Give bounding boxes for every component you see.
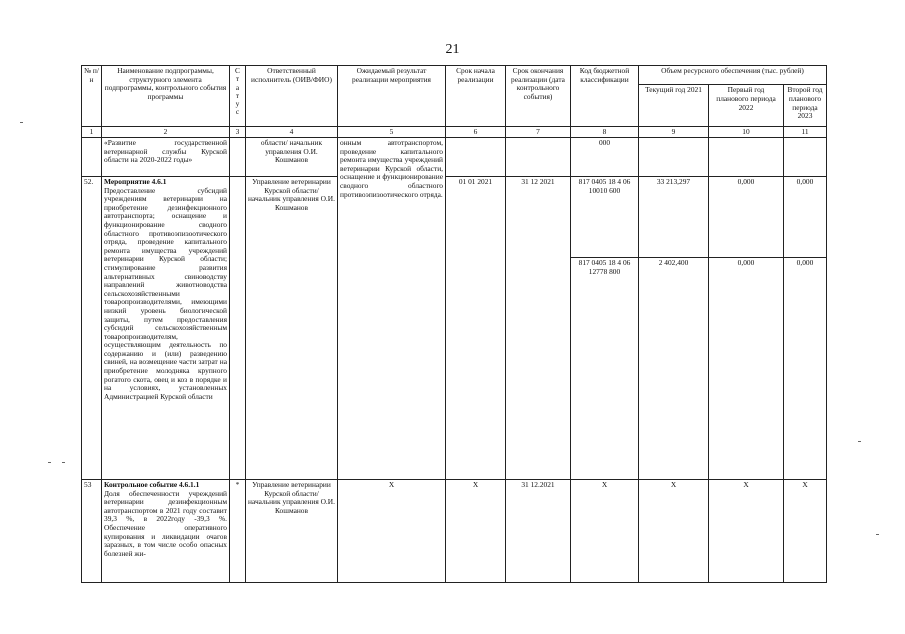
header-name: Наименование подпрограммы, структурного элемента подпрограммы, контрольного события программы: [102, 66, 230, 127]
scan-speck: [20, 122, 23, 123]
row-status: [230, 138, 246, 177]
status-letter: т: [235, 74, 240, 84]
event-title: Мероприятие 4.6.1: [104, 177, 167, 186]
header-current-year: Текущий год 2021: [639, 85, 709, 127]
header-first-year: Первый год планового периода 2022: [709, 85, 784, 127]
scan-speck: [48, 462, 51, 463]
row-start: [446, 138, 506, 177]
scan-speck: [62, 462, 65, 463]
scan-speck: [858, 441, 861, 442]
row-name: «Развитие государственной ветеринарной службы Курской области на 2020-2022 годы»: [102, 138, 230, 177]
column-number: 10: [709, 127, 784, 138]
row-first-year: [709, 138, 784, 177]
header-second-year: Второй год планового периода 2023: [784, 85, 827, 127]
row-name: [102, 177, 230, 480]
event-title: Контрольное событие 4.6.1.1: [104, 480, 200, 489]
row-current-year: Х: [639, 480, 709, 583]
row-end: 31 12 2021: [506, 177, 571, 480]
row-no: 53: [82, 480, 102, 583]
row-budget: 817 0405 18 4 06 12778 800: [571, 258, 639, 480]
event-description: Доля обеспеченности учреждений ветеринарии дезинфекционным автотранспортом в 2021 году составит 39,3 %, в 2022году -39,3 %. Обеспечение оперативного купирования и ликвидации очагов заразных, в том числе особо опасных болезней жи-: [104, 488, 227, 558]
status-letter: у: [235, 99, 240, 109]
header-result: Ожидаемый результат реализации мероприятия: [338, 66, 446, 127]
row-second-year: 0,000: [784, 177, 827, 258]
row-first-year: 0,000: [709, 177, 784, 258]
page-number: 21: [445, 42, 460, 57]
column-number: 3: [230, 127, 246, 138]
status-letter: С: [235, 66, 240, 75]
row-second-year: Х: [784, 480, 827, 583]
column-number: 7: [506, 127, 571, 138]
row-no: [82, 138, 102, 177]
table-row: [82, 480, 827, 583]
row-no: 52.: [82, 177, 102, 480]
row-budget: 000: [571, 138, 639, 177]
column-number: 2: [102, 127, 230, 138]
header-no: № п/н: [82, 66, 102, 127]
event-description: Предоставление субсидий учреждениям ветеринарии на приобретение дезинфекционного автотранспорта; оснащение и функционирование сводного областного противоэпизоотического отряда, проведение капитального ремонта имущества учреждений ветеринарии Курской области; стимулирование развития альтернативных свиноводству направлений животноводства сельскохозяйственными товаропроизводителями, имеющими низкий уровень биологической защиты, путем предоставления субсидий сельскохозяйственным товаропроизводителям, осуществляющим деятельность по содержанию и (или) разведению свиней, на возмещение части затрат на приобретение молодняка крупного рогатого скота, овец и коз в порядке и на условиях, установленных Администрацией Курской области: [104, 185, 227, 401]
row-start: 01 01 2021: [446, 177, 506, 480]
row-first-year: Х: [709, 480, 784, 583]
row-second-year: 0,000: [784, 258, 827, 480]
column-number: 9: [639, 127, 709, 138]
header-end: Срок окончания реализации (дата контрольного события): [506, 66, 571, 127]
header-resources: Объем ресурсного обеспечения (тыс. рублей): [639, 66, 827, 85]
row-executor: Управление ветеринарии Курской области/ начальник управления О.И. Кошманов: [246, 177, 338, 480]
column-number: 4: [246, 127, 338, 138]
row-executor: Управление ветеринарии Курской области/ начальник управления О.И. Кошманов: [246, 480, 338, 583]
row-result: Х: [338, 480, 446, 583]
row-status: [230, 177, 246, 480]
row-name: [102, 480, 230, 583]
column-number: 11: [784, 127, 827, 138]
row-first-year: 0,000: [709, 258, 784, 480]
header-budget: Код бюджетной классификации: [571, 66, 639, 127]
row-budget: 817 0405 18 4 06 10010 600: [571, 177, 639, 258]
table-row: [82, 177, 827, 258]
column-numbers-row: [82, 127, 827, 138]
header-executor: Ответственный исполнитель (ОИВ/ФИО): [246, 66, 338, 127]
status-letter: с: [235, 107, 240, 117]
table-row: [82, 138, 827, 177]
column-number: 8: [571, 127, 639, 138]
row-end: 31 12.2021: [506, 480, 571, 583]
column-number: 5: [338, 127, 446, 138]
header-status: [230, 66, 246, 127]
row-status: *: [230, 480, 246, 583]
row-second-year: [784, 138, 827, 177]
row-current-year: 2 402,400: [639, 258, 709, 480]
column-number: 1: [82, 127, 102, 138]
row-result: онным автотранспортом, проведение капитального ремонта имущества учреждений ветеринарии Курской области, оснащение и функционирование сводного областного противоэпизоотического отряда.: [338, 138, 446, 480]
scan-speck: [876, 534, 879, 535]
column-number: 6: [446, 127, 506, 138]
header-row: [82, 66, 827, 85]
row-start: Х: [446, 480, 506, 583]
program-table: [81, 65, 827, 583]
row-current-year: 33 213,297: [639, 177, 709, 258]
row-current-year: [639, 138, 709, 177]
row-budget: Х: [571, 480, 639, 583]
status-letter: т: [235, 90, 240, 100]
row-executor: области/ начальник управления О.И. Кошманов: [246, 138, 338, 177]
header-start: Срок начала реализации: [446, 66, 506, 127]
row-end: [506, 138, 571, 177]
status-letter: а: [235, 82, 240, 92]
